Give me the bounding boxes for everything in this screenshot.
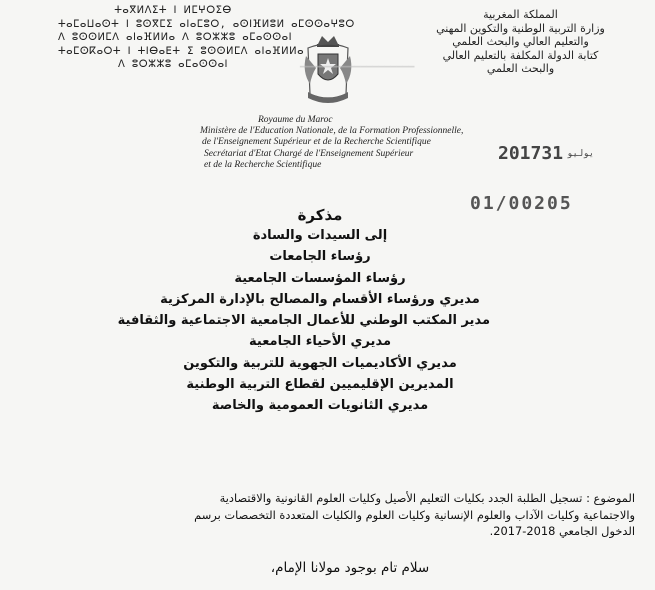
arabic-header-line: والتعليم العالي والبحث العلمي xyxy=(452,35,589,48)
french-header-line: Secrétariat d'Etat Chargé de l'Enseignement Supérieur xyxy=(204,148,414,159)
recipient-line: مدير المكتب الوطني للأعمال الجامعية الاجتماعية والثقافية xyxy=(117,313,490,329)
french-header-line: Ministère de l'Education Nationale, de la Formation Professionnelle, xyxy=(200,126,464,137)
recipient-line: مديري الثانويات العمومية والخاصة xyxy=(211,398,429,414)
french-header-line: et de la Recherche Scientifique xyxy=(204,159,322,170)
bleed-through-text: ━━━━━━━━━━━━━━━━━━━ xyxy=(300,62,415,73)
recipient-line: رؤساء الجامعات xyxy=(269,249,371,265)
subject-line: الموضوع : تسجيل الطلبة الجدد بكليات التعليم الأصيل وكليات العلوم القانونية والاقتصادية xyxy=(219,491,635,505)
tifinagh-header xyxy=(58,4,355,72)
memo-subject xyxy=(95,490,635,540)
tifinagh-line: ⵜⴰⵎⴰⵡⴰⵙⵜ ⵏ ⵓⵙⴳⵎⵉ ⴰⵏⴰⵎⵓⵔ, ⴰⵙⵏⴼⵍⵓⵍ ⴰⵎⵙⵙⴰⵖⵓⵔ xyxy=(58,18,355,30)
stamp-year: 2017 xyxy=(498,143,542,164)
tifinagh-line: ⵜⴰⴳⵍⴷⵉⵜ ⵏ ⵍⵎⵖⵔⵉⴱ xyxy=(114,5,232,16)
tifinagh-line: ⴷ ⵓⵙⵙⵍⵎⴷ ⴰⵏⴰⴼⵍⵍⴰ ⴷ ⵓⵔⵣⵣⵓ ⴰⵎⴰⵙⵙⴰⵏ xyxy=(58,32,293,43)
reference-stamp: 01/00205 xyxy=(470,193,573,214)
recipient-line: مديري ورؤساء الأقسام والمصالح بالإدارة المركزية xyxy=(160,291,480,307)
recipient-line: رؤساء المؤسسات الجامعية xyxy=(234,270,406,286)
arabic-header xyxy=(398,8,643,76)
recipient-line: مديري الأكاديميات الجهوية للتربية والتكوين xyxy=(183,355,457,371)
subject-line: الدخول الجامعي 2018-2017. xyxy=(489,524,635,538)
tifinagh-line: ⵜⴰⵎⵙⴽⴰⵔⵜ ⵏ ⵜⵏⴱⴰⴹⵜ ⵉ ⵓⵙⵙⵍⵎⴷ ⴰⵏⴰⴼⵍⵍⴰ xyxy=(58,45,305,57)
arabic-header-line: وزارة التربية الوطنية والتكوين المهني xyxy=(436,21,605,35)
date-stamp xyxy=(498,143,598,164)
french-header-line: Royaume du Maroc xyxy=(258,115,333,125)
arabic-header-line: المملكة المغربية xyxy=(483,8,558,21)
french-header xyxy=(200,115,520,171)
arabic-header-line: والبحث العلمي xyxy=(486,62,555,75)
subject-line: والاجتماعية وكليات الآداب والعلوم الإنسانية وكليات العلوم والكليات المتعددة التخصصات برسم xyxy=(194,507,635,522)
recipient-line: مديري الأحياء الجامعية xyxy=(249,334,391,350)
french-header-line: de l'Enseignement Supérieur et de la Recherche Scientifique xyxy=(202,137,431,148)
memo-title: مذكرة xyxy=(297,206,343,224)
recipient-line: المديرين الإقليميين لقطاع التربية الوطنية xyxy=(186,377,454,393)
bleed-through-text xyxy=(300,62,414,73)
memo-header xyxy=(117,205,490,417)
stamp-day: 31 xyxy=(541,143,564,164)
arabic-header-line: كتابة الدولة المكلفة بالتعليم العالي xyxy=(442,48,599,62)
tifinagh-line: ⴷ ⵓⵔⵣⵣⵓ ⴰⵎⴰⵙⵙⴰⵏ xyxy=(118,59,228,70)
recipient-line: إلى السيدات والسادة xyxy=(252,228,388,243)
stamp-month: يوليو xyxy=(567,149,595,159)
greeting: سلام تام بوجود مولانا الإمام، xyxy=(270,560,430,576)
